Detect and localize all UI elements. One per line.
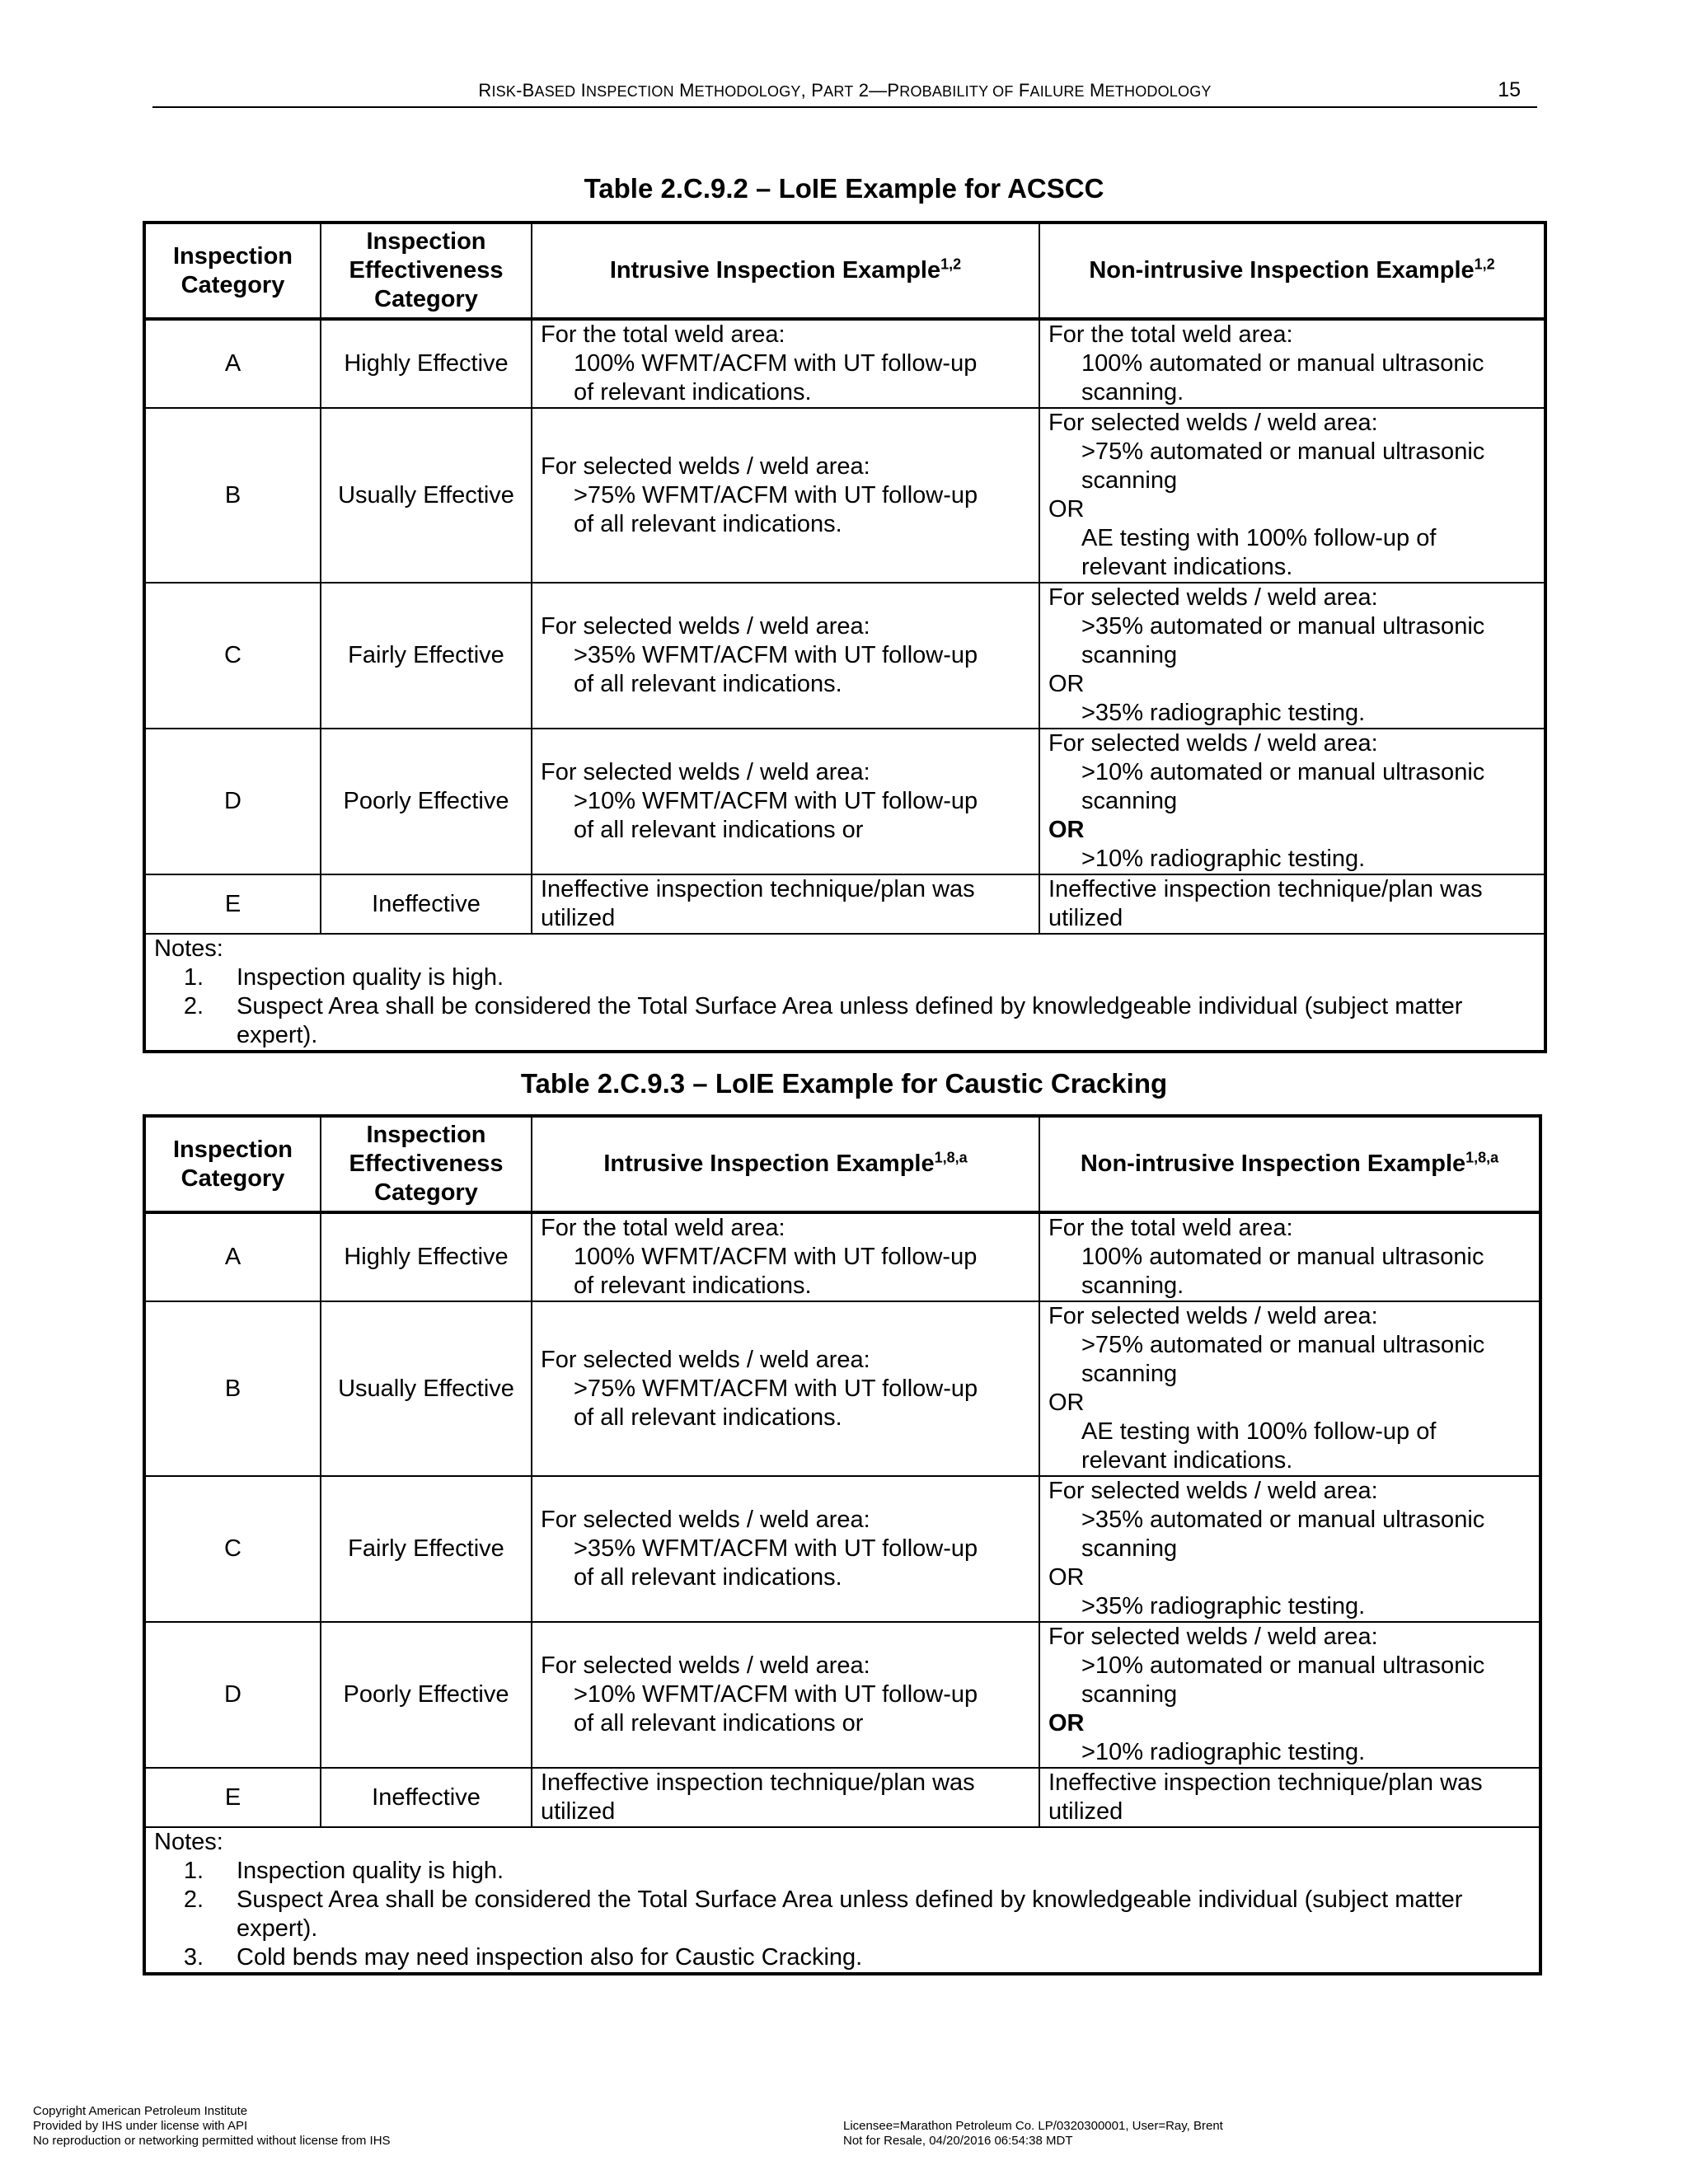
header-nonintrusive-example <box>1039 1116 1540 1212</box>
example-line: relevant indications. <box>1081 1447 1293 1474</box>
header-title-part: ROBABILITY OF <box>899 83 1014 100</box>
intrusive-example-cell <box>532 1212 1039 1301</box>
example-line: of all relevant indications or <box>574 1710 864 1736</box>
header-title-part: AILURE <box>1029 83 1085 100</box>
note-text: Inspection quality is high. <box>237 964 504 991</box>
note-item <box>154 1943 1531 1972</box>
header-title-part: ART <box>823 83 854 100</box>
example-line: utilized <box>541 905 616 931</box>
running-header-title <box>152 80 1537 101</box>
table-caption: Table 2.C.9.3 – LoIE Example for Caustic Cracking <box>520 1068 1168 1099</box>
header-effectiveness-category <box>321 223 532 319</box>
header-title-part: R <box>478 80 492 101</box>
header-inspection-category <box>144 1116 321 1212</box>
example-line: >35% automated or manual ultrasonic <box>1081 1507 1485 1533</box>
effectiveness-cell: Ineffective <box>321 874 532 934</box>
header-intrusive-example-text: Intrusive Inspection Example <box>603 1151 935 1177</box>
effectiveness-cell: Usually Effective <box>321 1301 532 1476</box>
example-line: of all relevant indications. <box>574 510 842 537</box>
example-line: >10% WFMT/ACFM with UT follow-up <box>574 1681 978 1708</box>
intrusive-example-cell <box>532 729 1039 874</box>
example-line: For selected welds / weld area: <box>541 1346 870 1373</box>
table-row <box>144 874 1545 934</box>
header-intrusive-example-text: Intrusive Inspection Example <box>609 257 941 284</box>
table-row <box>144 729 1545 874</box>
footer-line: Not for Resale, 04/20/2016 06:54:38 MDT <box>843 2134 1073 2148</box>
note-number: 2. <box>183 1886 204 1913</box>
header-intrusive-example-footnote-ref: 1,8,a <box>934 1149 968 1166</box>
note-number: 3. <box>183 1944 204 1971</box>
intrusive-example-cell <box>532 1768 1039 1827</box>
header-title-part: NSPECTION <box>585 83 674 100</box>
intrusive-example-cell <box>532 1622 1039 1768</box>
intrusive-example-cell <box>532 1476 1039 1622</box>
example-line: Ineffective inspection technique/plan was <box>1048 876 1483 902</box>
header-title-part: ISK <box>491 83 517 100</box>
table-row <box>144 408 1545 583</box>
header-title-part: F <box>1013 80 1030 101</box>
inspection-category-cell: D <box>144 729 321 874</box>
nonintrusive-example-cell <box>1039 319 1545 408</box>
example-line: relevant indications. <box>1081 554 1293 580</box>
example-line: For selected welds / weld area: <box>541 759 870 785</box>
example-line: For selected welds / weld area: <box>1048 1303 1378 1329</box>
example-line: For the total weld area: <box>1048 321 1293 348</box>
footer-copyright <box>33 2104 391 2149</box>
header-nonintrusive-example <box>1039 223 1545 319</box>
note-text: Suspect Area shall be considered the Total Surface Area unless defined by knowledgeable individual (subject matter expert). <box>237 993 1463 1048</box>
example-line: utilized <box>1048 1798 1123 1825</box>
loie-table-acscc <box>143 221 1547 1053</box>
nonintrusive-example-cell <box>1039 408 1545 583</box>
intrusive-example-cell <box>532 874 1039 934</box>
header-nonintrusive-example-footnote-ref: 1,2 <box>1474 255 1495 273</box>
example-line: For selected welds / weld area: <box>541 1652 870 1679</box>
example-line: >35% automated or manual ultrasonic <box>1081 613 1485 640</box>
inspection-category-cell: B <box>144 408 321 583</box>
effectiveness-cell: Poorly Effective <box>321 729 532 874</box>
effectiveness-cell: Fairly Effective <box>321 1476 532 1622</box>
example-line: >75% WFMT/ACFM with UT follow-up <box>574 1375 978 1402</box>
effectiveness-cell: Usually Effective <box>321 408 532 583</box>
notes-label: Notes: <box>154 1829 223 1855</box>
example-line: >10% radiographic testing. <box>1081 1739 1366 1765</box>
example-line: OR <box>1048 1710 1085 1736</box>
header-intrusive-example <box>532 1116 1039 1212</box>
example-line: of all relevant indications or <box>574 817 864 843</box>
example-line: OR <box>1048 671 1085 697</box>
example-line: For selected welds / weld area: <box>1048 584 1378 611</box>
table-row <box>144 1301 1540 1476</box>
example-line: 100% automated or manual ultrasonic <box>1081 1244 1484 1270</box>
note-text: Suspect Area shall be considered the Total Surface Area unless defined by knowledgeable individual (subject matter expert). <box>237 1886 1463 1942</box>
intrusive-example-cell <box>532 408 1039 583</box>
example-line: For selected welds / weld area: <box>1048 1624 1378 1650</box>
example-line: scanning. <box>1081 1272 1184 1299</box>
intrusive-example-cell <box>532 583 1039 729</box>
header-inspection-category-text: Inspection Category <box>172 1136 293 1192</box>
example-line: of all relevant indications. <box>574 1564 842 1591</box>
inspection-category-cell: C <box>144 583 321 729</box>
footer-line: Copyright American Petroleum Institute <box>33 2104 248 2118</box>
note-number: 2. <box>183 993 204 1019</box>
note-item <box>154 1857 1531 1886</box>
example-line: utilized <box>541 1798 616 1825</box>
example-line: OR <box>1048 496 1085 523</box>
header-effectiveness-category-text: Inspection Effectiveness Category <box>349 1122 504 1206</box>
example-line: >10% automated or manual ultrasonic <box>1081 759 1485 785</box>
header-intrusive-example-footnote-ref: 1,2 <box>940 255 962 273</box>
effectiveness-cell: Fairly Effective <box>321 583 532 729</box>
example-line: of relevant indications. <box>574 379 812 405</box>
example-line: of all relevant indications. <box>574 1404 842 1431</box>
header-inspection-category <box>144 223 321 319</box>
example-line: >75% WFMT/ACFM with UT follow-up <box>574 481 978 509</box>
table-row <box>144 1212 1540 1301</box>
example-line: scanning <box>1081 1535 1178 1562</box>
example-line: AE testing with 100% follow-up of <box>1081 525 1437 551</box>
nonintrusive-example-cell <box>1039 1622 1540 1768</box>
example-line: For selected welds / weld area: <box>1048 410 1378 436</box>
inspection-category-cell: C <box>144 1476 321 1622</box>
header-effectiveness-category <box>321 1116 532 1212</box>
example-line: For selected welds / weld area: <box>1048 1478 1378 1504</box>
effectiveness-cell: Highly Effective <box>321 319 532 408</box>
example-line: >10% radiographic testing. <box>1081 846 1366 872</box>
footer-license <box>843 2119 1223 2149</box>
example-line: >35% WFMT/ACFM with UT follow-up <box>574 1535 978 1562</box>
header-title-part: ETHODOLOGY <box>694 83 801 100</box>
note-item <box>154 963 1536 992</box>
note-item <box>154 992 1536 1050</box>
inspection-category-cell: A <box>144 1212 321 1301</box>
header-nonintrusive-example-text: Non-intrusive Inspection Example <box>1080 1151 1466 1177</box>
nonintrusive-example-cell <box>1039 583 1545 729</box>
table-caption: Table 2.C.9.2 – LoIE Example for ACSCC <box>584 173 1104 204</box>
header-nonintrusive-example-footnote-ref: 1,8,a <box>1465 1149 1499 1166</box>
footer-line: Provided by IHS under license with API <box>33 2119 248 2133</box>
header-inspection-category-text: Inspection Category <box>172 242 293 298</box>
example-line: For selected welds / weld area: <box>541 1507 870 1533</box>
header-title-part: ETHODOLOGY <box>1104 83 1212 100</box>
example-line: >35% WFMT/ACFM with UT follow-up <box>574 642 978 668</box>
example-line: >10% WFMT/ACFM with UT follow-up <box>574 788 978 814</box>
inspection-category-cell: E <box>144 874 321 934</box>
header-title-part: I <box>575 80 586 101</box>
intrusive-example-cell <box>532 319 1039 408</box>
example-line: For selected welds / weld area: <box>541 613 870 640</box>
example-line: utilized <box>1048 905 1123 931</box>
header-nonintrusive-example-text: Non-intrusive Inspection Example <box>1089 257 1475 284</box>
table-row <box>144 319 1545 408</box>
note-text: Cold bends may need inspection also for Caustic Cracking. <box>237 1944 863 1971</box>
example-line: 100% WFMT/ACFM with UT follow-up <box>574 350 978 377</box>
nonintrusive-example-cell <box>1039 1212 1540 1301</box>
header-intrusive-example <box>532 223 1039 319</box>
inspection-category-cell: D <box>144 1622 321 1768</box>
example-line: Ineffective inspection technique/plan was <box>1048 1769 1483 1796</box>
example-line: scanning. <box>1081 379 1184 405</box>
example-line: For the total weld area: <box>541 1215 785 1241</box>
effectiveness-cell: Highly Effective <box>321 1212 532 1301</box>
example-line: OR <box>1048 1564 1085 1591</box>
header-title-part: , P <box>800 80 824 101</box>
nonintrusive-example-cell <box>1039 1768 1540 1827</box>
example-line: scanning <box>1081 467 1178 494</box>
header-effectiveness-category-text: Inspection Effectiveness Category <box>349 228 504 312</box>
loie-table-caustic-cracking <box>143 1114 1542 1975</box>
header-title-part: ASED <box>534 83 576 100</box>
example-line: For selected welds / weld area: <box>541 452 870 480</box>
example-line: 100% WFMT/ACFM with UT follow-up <box>574 1244 978 1270</box>
page-number: 15 <box>1498 78 1521 101</box>
example-line: For the total weld area: <box>1048 1215 1293 1241</box>
table-row <box>144 1622 1540 1768</box>
inspection-category-cell: A <box>144 319 321 408</box>
nonintrusive-example-cell <box>1039 1301 1540 1476</box>
example-line: For selected welds / weld area: <box>1048 730 1378 757</box>
nonintrusive-example-cell <box>1039 1476 1540 1622</box>
nonintrusive-example-cell <box>1039 874 1545 934</box>
note-item <box>154 1886 1531 1943</box>
footer-line: No reproduction or networking permitted without license from IHS <box>33 2134 391 2148</box>
example-line: Ineffective inspection technique/plan was <box>541 876 975 902</box>
example-line: 100% automated or manual ultrasonic <box>1081 350 1484 377</box>
header-title-part: M <box>673 80 695 101</box>
example-line: OR <box>1048 1390 1085 1416</box>
example-line: Ineffective inspection technique/plan was <box>541 1769 975 1796</box>
notes-label: Notes: <box>154 935 223 962</box>
inspection-category-cell: E <box>144 1768 321 1827</box>
example-line: scanning <box>1081 642 1178 668</box>
note-text: Inspection quality is high. <box>237 1858 504 1884</box>
table-row <box>144 1476 1540 1622</box>
effectiveness-cell: Poorly Effective <box>321 1622 532 1768</box>
example-line: OR <box>1048 817 1085 843</box>
intrusive-example-cell <box>532 1301 1039 1476</box>
note-number: 1. <box>183 1858 204 1884</box>
nonintrusive-example-cell <box>1039 729 1545 874</box>
header-title-part: M <box>1084 80 1105 101</box>
example-line: >10% automated or manual ultrasonic <box>1081 1652 1485 1679</box>
example-line: scanning <box>1081 1361 1178 1387</box>
header-title-part: 2—P <box>853 80 900 101</box>
example-line: scanning <box>1081 1681 1178 1708</box>
table-row <box>144 583 1545 729</box>
example-line: >35% radiographic testing. <box>1081 1593 1366 1619</box>
effectiveness-cell: Ineffective <box>321 1768 532 1827</box>
example-line: of all relevant indications. <box>574 671 842 697</box>
inspection-category-cell: B <box>144 1301 321 1476</box>
note-number: 1. <box>183 964 204 991</box>
example-line: scanning <box>1081 788 1178 814</box>
example-line: >75% automated or manual ultrasonic <box>1081 1332 1485 1358</box>
example-line: of relevant indications. <box>574 1272 812 1299</box>
example-line: >35% radiographic testing. <box>1081 700 1366 726</box>
footer-line: Licensee=Marathon Petroleum Co. LP/0320300001, User=Ray, Brent <box>843 2119 1223 2133</box>
table-notes <box>144 1827 1540 1974</box>
table-row <box>144 1768 1540 1827</box>
example-line: AE testing with 100% follow-up of <box>1081 1418 1437 1445</box>
example-line: >75% automated or manual ultrasonic <box>1081 438 1485 465</box>
header-title-part: -B <box>516 80 535 101</box>
table-notes <box>144 934 1545 1052</box>
example-line: For the total weld area: <box>541 321 785 348</box>
running-header <box>152 78 1537 108</box>
